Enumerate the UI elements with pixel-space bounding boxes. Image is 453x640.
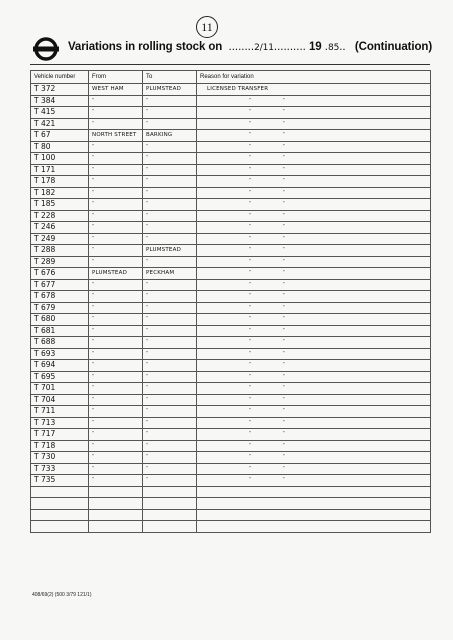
reason-ditto-2: " — [282, 201, 285, 208]
from-cell: " — [89, 348, 143, 360]
reason-cell — [197, 153, 431, 165]
table-row — [31, 406, 431, 418]
reason-cell — [197, 314, 431, 326]
reason-cell — [197, 268, 431, 280]
reason-ditto-2: " — [282, 327, 285, 334]
reason-ditto-2: " — [282, 373, 285, 380]
table-row — [31, 371, 431, 383]
from-cell: " — [89, 141, 143, 153]
reason-cell — [197, 187, 431, 199]
from-cell: " — [89, 452, 143, 464]
reason-cell — [197, 164, 431, 176]
reason-cell — [197, 95, 431, 107]
reason-ditto: " — [249, 316, 251, 323]
to-cell: BARKING — [143, 130, 197, 142]
table-row — [31, 348, 431, 360]
table-row — [31, 452, 431, 464]
blank-cell — [143, 486, 197, 498]
blank-cell — [31, 509, 89, 521]
table-row — [31, 325, 431, 337]
from-cell: " — [89, 302, 143, 314]
reason-ditto-2: " — [282, 120, 285, 127]
reason-ditto-2: " — [282, 270, 285, 277]
reason-ditto-2: " — [282, 143, 285, 150]
reason-ditto: " — [249, 442, 251, 449]
from-cell: WEST HAM — [89, 84, 143, 96]
reason-ditto: " — [249, 97, 251, 104]
heading-year: 85 — [327, 43, 340, 53]
reason-ditto: " — [249, 258, 251, 265]
heading-suffix: (Continuation) — [354, 41, 433, 53]
table-row — [31, 245, 431, 257]
vehicle-number-cell: T 249 — [31, 233, 89, 245]
reason-ditto: " — [249, 408, 251, 415]
blank-cell — [89, 498, 143, 510]
blank-cell — [89, 509, 143, 521]
reason-cell — [197, 302, 431, 314]
reason-ditto: " — [249, 189, 251, 196]
from-cell: " — [89, 245, 143, 257]
to-cell: " — [143, 256, 197, 268]
reason-cell — [197, 383, 431, 395]
from-cell: " — [89, 153, 143, 165]
reason-cell — [197, 256, 431, 268]
reason-ditto-2: " — [282, 465, 285, 472]
vehicle-number-cell: T 178 — [31, 176, 89, 188]
to-cell: " — [143, 222, 197, 234]
from-cell: " — [89, 417, 143, 429]
form-reference: 408/69(2) (500 3/79 121/1) — [32, 592, 92, 598]
to-cell: " — [143, 337, 197, 349]
vehicle-number-cell: T 680 — [31, 314, 89, 326]
from-cell: " — [89, 164, 143, 176]
reason-ditto-2: " — [282, 431, 285, 438]
table-row — [31, 95, 431, 107]
from-cell: " — [89, 429, 143, 441]
table-row — [31, 314, 431, 326]
to-cell: " — [143, 417, 197, 429]
header-vehicle-number: Vehicle number — [31, 71, 89, 84]
vehicle-number-cell: T 717 — [31, 429, 89, 441]
to-cell: " — [143, 210, 197, 222]
reason-cell — [197, 130, 431, 142]
to-cell: " — [143, 440, 197, 452]
table-row — [31, 337, 431, 349]
reason-ditto-2: " — [282, 132, 285, 139]
reason-ditto-2: " — [282, 97, 285, 104]
reason-cell — [197, 406, 431, 418]
reason-cell — [197, 348, 431, 360]
reason-cell — [197, 452, 431, 464]
to-cell: " — [143, 176, 197, 188]
reason-ditto: " — [249, 235, 251, 242]
blank-cell — [31, 498, 89, 510]
reason-cell — [197, 291, 431, 303]
table-row — [31, 268, 431, 280]
reason-cell — [197, 141, 431, 153]
from-cell: " — [89, 475, 143, 487]
table-row — [31, 291, 431, 303]
from-cell: " — [89, 199, 143, 211]
reason-cell — [197, 394, 431, 406]
vehicle-number-cell: T 421 — [31, 118, 89, 130]
blank-cell — [89, 486, 143, 498]
from-cell: " — [89, 233, 143, 245]
reason-ditto-2: " — [282, 396, 285, 403]
from-cell: PLUMSTEAD — [89, 268, 143, 280]
reason-ditto-2: " — [282, 316, 285, 323]
reason-ditto: " — [249, 373, 251, 380]
reason-ditto-2: " — [282, 224, 285, 231]
blank-cell — [89, 521, 143, 533]
to-cell: " — [143, 291, 197, 303]
from-cell: " — [89, 440, 143, 452]
heading-rule — [30, 64, 430, 65]
table-row — [31, 199, 431, 211]
reason-ditto: " — [249, 132, 251, 139]
reason-ditto: " — [249, 143, 251, 150]
table-header-row — [31, 71, 431, 84]
blank-cell — [197, 498, 431, 510]
heading-year-prefix: 19 — [308, 41, 322, 53]
reason-ditto: " — [249, 120, 251, 127]
reason-ditto-2: " — [282, 419, 285, 426]
from-cell: " — [89, 337, 143, 349]
table-row — [31, 394, 431, 406]
reason-ditto: " — [249, 385, 251, 392]
to-cell: " — [143, 406, 197, 418]
table-row — [31, 233, 431, 245]
table-row — [31, 176, 431, 188]
to-cell: " — [143, 233, 197, 245]
reason-cell: LICENSED TRANSFER — [197, 84, 431, 96]
to-cell: " — [143, 314, 197, 326]
from-cell: " — [89, 325, 143, 337]
vehicle-number-cell: T 688 — [31, 337, 89, 349]
reason-ditto: " — [249, 431, 251, 438]
from-cell: " — [89, 222, 143, 234]
blank-cell — [197, 521, 431, 533]
reason-ditto-2: " — [282, 212, 285, 219]
table-row — [31, 84, 431, 96]
reason-ditto-2: " — [282, 350, 285, 357]
reason-cell — [197, 199, 431, 211]
reason-ditto-2: " — [282, 166, 285, 173]
blank-cell — [143, 498, 197, 510]
reason-cell — [197, 118, 431, 130]
table-row — [31, 187, 431, 199]
reason-cell — [197, 371, 431, 383]
reason-ditto: " — [249, 362, 251, 369]
reason-ditto-2: " — [282, 339, 285, 346]
reason-ditto: " — [249, 454, 251, 461]
to-cell: " — [143, 153, 197, 165]
to-cell: " — [143, 348, 197, 360]
reason-ditto: " — [249, 477, 251, 484]
reason-cell — [197, 176, 431, 188]
table-row — [31, 130, 431, 142]
vehicle-number-cell: T 713 — [31, 417, 89, 429]
table-row — [31, 107, 431, 119]
reason-ditto-2: " — [282, 178, 285, 185]
to-cell: " — [143, 279, 197, 291]
reason-cell — [197, 475, 431, 487]
reason-cell — [197, 325, 431, 337]
reason-ditto-2: " — [282, 155, 285, 162]
table-row — [31, 475, 431, 487]
reason-ditto: " — [249, 178, 251, 185]
to-cell: PLUMSTEAD — [143, 245, 197, 257]
reason-ditto: " — [249, 339, 251, 346]
reason-ditto: " — [249, 419, 251, 426]
blank-cell — [197, 486, 431, 498]
form-heading: Variations in rolling stock on ........2/11.......... 19 .85.. (Continuation) — [68, 41, 433, 53]
to-cell: " — [143, 187, 197, 199]
table-row — [31, 222, 431, 234]
reason-ditto: " — [249, 327, 251, 334]
table-row — [31, 302, 431, 314]
from-cell: " — [89, 210, 143, 222]
reason-cell — [197, 210, 431, 222]
reason-cell — [197, 107, 431, 119]
reason-ditto-2: " — [282, 362, 285, 369]
to-cell: " — [143, 107, 197, 119]
vehicle-number-cell: T 288 — [31, 245, 89, 257]
reason-ditto: " — [249, 155, 251, 162]
from-cell: " — [89, 383, 143, 395]
vehicle-number-cell: T 677 — [31, 279, 89, 291]
to-cell: " — [143, 429, 197, 441]
heading-date: 2/11 — [254, 43, 274, 53]
reason-cell — [197, 440, 431, 452]
table-row — [31, 429, 431, 441]
table-row — [31, 118, 431, 130]
vehicle-number-cell: T 735 — [31, 475, 89, 487]
vehicle-number-cell: T 711 — [31, 406, 89, 418]
reason-ditto-2: " — [282, 442, 285, 449]
table-row — [31, 153, 431, 165]
vehicle-number-cell: T 681 — [31, 325, 89, 337]
reason-ditto-2: " — [282, 109, 285, 116]
reason-ditto-2: " — [282, 189, 285, 196]
table-row — [31, 417, 431, 429]
to-cell: " — [143, 95, 197, 107]
reason-ditto: " — [249, 281, 251, 288]
reason-ditto: " — [249, 109, 251, 116]
reason-cell — [197, 279, 431, 291]
table-row — [31, 440, 431, 452]
reason-ditto: " — [249, 293, 251, 300]
to-cell: " — [143, 302, 197, 314]
reason-cell — [197, 337, 431, 349]
from-cell: " — [89, 360, 143, 372]
reason-ditto-2: " — [282, 408, 285, 415]
vehicle-number-cell: T 694 — [31, 360, 89, 372]
from-cell: " — [89, 371, 143, 383]
blank-cell — [197, 509, 431, 521]
vehicle-number-cell: T 67 — [31, 130, 89, 142]
vehicle-number-cell: T 730 — [31, 452, 89, 464]
reason-ditto: " — [249, 247, 251, 254]
from-cell: " — [89, 314, 143, 326]
table-row — [31, 279, 431, 291]
header-from: From — [89, 71, 143, 84]
vehicle-number-cell: T 372 — [31, 84, 89, 96]
page-number: 11 — [196, 16, 218, 38]
table-row — [31, 256, 431, 268]
reason-ditto-2: " — [282, 247, 285, 254]
to-cell: " — [143, 118, 197, 130]
vehicle-number-cell: T 695 — [31, 371, 89, 383]
from-cell: " — [89, 176, 143, 188]
from-cell: " — [89, 256, 143, 268]
vehicle-number-cell: T 678 — [31, 291, 89, 303]
vehicle-number-cell: T 676 — [31, 268, 89, 280]
vehicle-number-cell: T 80 — [31, 141, 89, 153]
reason-ditto: " — [249, 396, 251, 403]
table-row — [31, 463, 431, 475]
reason-ditto: " — [249, 465, 251, 472]
reason-ditto: " — [249, 212, 251, 219]
blank-row — [31, 486, 431, 498]
vehicle-number-cell: T 415 — [31, 107, 89, 119]
reason-cell — [197, 245, 431, 257]
vehicle-number-cell: T 171 — [31, 164, 89, 176]
reason-cell — [197, 429, 431, 441]
from-cell: " — [89, 187, 143, 199]
vehicle-number-cell: T 246 — [31, 222, 89, 234]
reason-cell — [197, 360, 431, 372]
reason-ditto-2: " — [282, 477, 285, 484]
table-row — [31, 164, 431, 176]
from-cell: " — [89, 107, 143, 119]
vehicle-number-cell: T 693 — [31, 348, 89, 360]
to-cell: " — [143, 199, 197, 211]
blank-row — [31, 498, 431, 510]
blank-cell — [143, 521, 197, 533]
blank-row — [31, 521, 431, 533]
to-cell: " — [143, 475, 197, 487]
from-cell: " — [89, 394, 143, 406]
vehicle-number-cell: T 718 — [31, 440, 89, 452]
to-cell: " — [143, 463, 197, 475]
reason-ditto: " — [249, 304, 251, 311]
vehicle-number-cell: T 228 — [31, 210, 89, 222]
from-cell: NORTH STREET — [89, 130, 143, 142]
from-cell: " — [89, 463, 143, 475]
table-row — [31, 360, 431, 372]
reason-ditto: " — [249, 201, 251, 208]
to-cell: " — [143, 371, 197, 383]
vehicle-number-cell: T 185 — [31, 199, 89, 211]
to-cell: " — [143, 452, 197, 464]
to-cell: " — [143, 383, 197, 395]
reason-cell — [197, 233, 431, 245]
from-cell: " — [89, 95, 143, 107]
vehicle-number-cell: T 100 — [31, 153, 89, 165]
to-cell: " — [143, 394, 197, 406]
to-cell: " — [143, 325, 197, 337]
reason-ditto-2: " — [282, 454, 285, 461]
vehicle-number-cell: T 704 — [31, 394, 89, 406]
reason-ditto: " — [249, 224, 251, 231]
blank-cell — [143, 509, 197, 521]
table-row — [31, 383, 431, 395]
to-cell: " — [143, 360, 197, 372]
header-reason: Reason for variation — [197, 71, 431, 84]
roundel-icon — [33, 36, 59, 62]
to-cell: " — [143, 164, 197, 176]
reason-ditto-2: " — [282, 281, 285, 288]
vehicle-number-cell: T 733 — [31, 463, 89, 475]
heading-title: Variations in rolling stock on — [68, 41, 223, 53]
from-cell: " — [89, 291, 143, 303]
reason-ditto: " — [249, 166, 251, 173]
reason-ditto-2: " — [282, 304, 285, 311]
vehicle-number-cell: T 289 — [31, 256, 89, 268]
vehicle-number-cell: T 384 — [31, 95, 89, 107]
reason-cell — [197, 417, 431, 429]
from-cell: " — [89, 406, 143, 418]
vehicle-number-cell: T 701 — [31, 383, 89, 395]
vehicle-number-cell: T 182 — [31, 187, 89, 199]
reason-ditto: " — [249, 270, 251, 277]
from-cell: " — [89, 279, 143, 291]
rolling-stock-table — [30, 70, 431, 533]
reason-cell — [197, 222, 431, 234]
from-cell: " — [89, 118, 143, 130]
blank-cell — [31, 521, 89, 533]
table-row — [31, 141, 431, 153]
reason-ditto-2: " — [282, 385, 285, 392]
table-row — [31, 210, 431, 222]
header-to: To — [143, 71, 197, 84]
blank-cell — [31, 486, 89, 498]
reason-ditto-2: " — [282, 235, 285, 242]
to-cell: PLUMSTEAD — [143, 84, 197, 96]
vehicle-number-cell: T 679 — [31, 302, 89, 314]
reason-cell — [197, 463, 431, 475]
reason-ditto-2: " — [282, 258, 285, 265]
blank-row — [31, 509, 431, 521]
reason-ditto-2: " — [282, 293, 285, 300]
reason-ditto: " — [249, 350, 251, 357]
to-cell: " — [143, 141, 197, 153]
to-cell: PECKHAM — [143, 268, 197, 280]
